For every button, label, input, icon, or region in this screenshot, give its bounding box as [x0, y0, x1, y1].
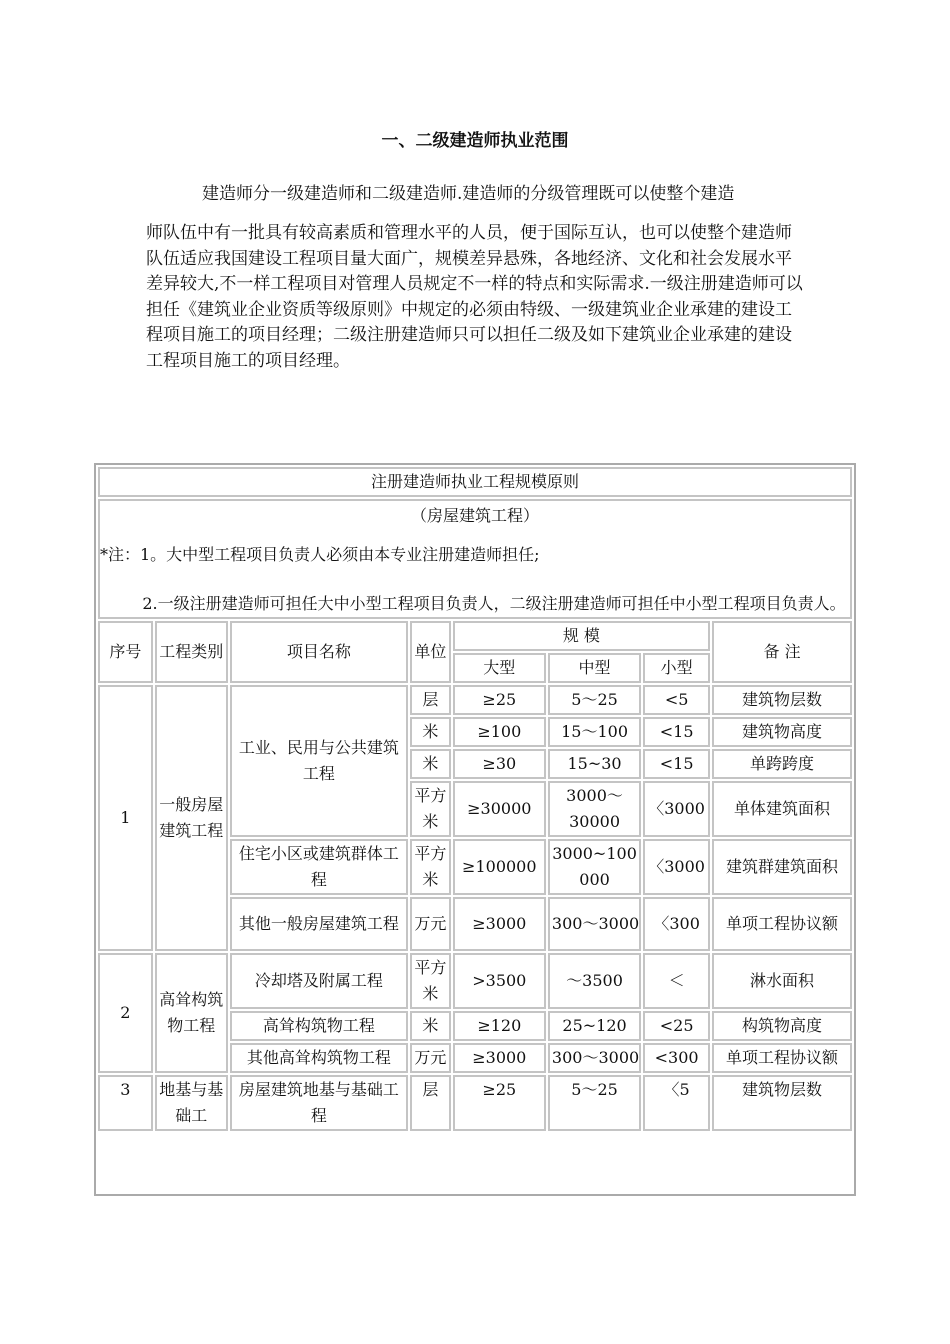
row-medium: 3000~100000 — [548, 839, 641, 895]
row-unit: 平方米 — [410, 781, 451, 837]
row-remark: 单项工程协议额 — [712, 1043, 852, 1073]
paragraph-text: 师队伍中有一批具有较高素质和管理水平的人员，便于国际互认，也可以使整个建造师队伍适应我国建设工程项目量大面广，规模差异悬殊，各地经济、文化和社会发展水平差异较大,不一样工程项目对管理人员规定不一样的特点和实际需求.一级注册建造师可以担任《建筑业企业资质等级原则》中规定的必须由特级、一级建筑业企业承建的建设工程项目施工的项目经理；二级注册建造师只可以担任二级及如下建筑业企业承建的建设工程项目施工的项目经理。 — [146, 223, 803, 371]
table-row — [98, 1075, 852, 1131]
row-large: >3500 — [453, 953, 546, 1009]
header-remark: 备 注 — [712, 621, 852, 683]
row-project: 其他高耸构筑物工程 — [230, 1043, 408, 1073]
row-large: ≥25 — [453, 685, 546, 715]
page-heading: 一、二级建造师执业范围 — [381, 131, 569, 151]
row-small: <300 — [643, 1043, 710, 1073]
row-medium: 15～100 — [548, 717, 641, 747]
row-large: ≥100 — [453, 717, 546, 747]
row-remark: 建筑物层数 — [712, 1075, 852, 1131]
row-small: 〈3000 — [643, 839, 710, 895]
row-unit: 平方米 — [410, 953, 451, 1009]
table-row — [98, 685, 852, 715]
scale-standard-table — [94, 463, 856, 1196]
row-large: ≥100000 — [453, 839, 546, 895]
row-project: 房屋建筑地基与基础工程 — [230, 1075, 408, 1131]
row-remark: 构筑物高度 — [712, 1011, 852, 1041]
header-medium: 中型 — [548, 653, 641, 683]
table-note-1: *注：1。大中型工程项目负责人必须由本专业注册建造师担任; — [100, 545, 540, 564]
row-unit: 层 — [410, 1075, 451, 1131]
table-subtitle: （房屋建筑工程） — [410, 506, 539, 525]
row-small: 〈5 — [643, 1075, 710, 1131]
row-large: ≥25 — [453, 1075, 546, 1131]
row-category: 高耸构筑物工程 — [155, 953, 228, 1073]
header-scale: 规 模 — [453, 621, 710, 651]
row-project: 住宅小区或建筑群体工程 — [230, 839, 408, 895]
row-large: ≥3000 — [453, 1043, 546, 1073]
row-small: 〈3000 — [643, 781, 710, 837]
row-large: ≥120 — [453, 1011, 546, 1041]
row-remark: 建筑群建筑面积 — [712, 839, 852, 895]
row-unit: 米 — [410, 1011, 451, 1041]
row-medium: 3000～30000 — [548, 781, 641, 837]
row-medium: 300～3000 — [548, 1043, 641, 1073]
row-unit: 平方米 — [410, 839, 451, 895]
header-large: 大型 — [453, 653, 546, 683]
intro-paragraph — [146, 221, 806, 375]
row-category: 地基与基础工 — [155, 1075, 228, 1131]
row-seq: 1 — [98, 685, 153, 951]
row-small: <15 — [643, 717, 710, 747]
row-remark: 单体建筑面积 — [712, 781, 852, 837]
row-remark: 单跨跨度 — [712, 749, 852, 779]
row-seq: 3 — [98, 1075, 153, 1131]
row-category: 一般房屋建筑工程 — [155, 685, 228, 951]
row-small: <5 — [643, 685, 710, 715]
row-small: <15 — [643, 749, 710, 779]
row-small: 〈300 — [643, 897, 710, 951]
row-medium: 5～25 — [548, 685, 641, 715]
row-project: 冷却塔及附属工程 — [230, 953, 408, 1009]
row-remark: 淋水面积 — [712, 953, 852, 1009]
row-remark: 建筑物高度 — [712, 717, 852, 747]
row-medium: 5～25 — [548, 1075, 641, 1131]
header-seq: 序号 — [98, 621, 153, 683]
header-category: 工程类别 — [155, 621, 228, 683]
row-project: 工业、民用与公共建筑工程 — [230, 685, 408, 837]
table-notes-cell — [98, 499, 852, 619]
header-small: 小型 — [643, 653, 710, 683]
row-unit: 万元 — [410, 897, 451, 951]
paragraph-text: 建造师分一级建造师和二级建造师.建造师的分级管理既可以使整个建造 — [202, 184, 735, 204]
row-large: ≥30000 — [453, 781, 546, 837]
row-small: <25 — [643, 1011, 710, 1041]
row-project: 其他一般房屋建筑工程 — [230, 897, 408, 951]
table-note-2: 2.一级注册建造师可担任大中小型工程项目负责人，二级注册建造师可担任中小型工程项目负责人。 — [142, 594, 846, 613]
row-unit: 米 — [410, 749, 451, 779]
table-title: 注册建造师执业工程规模原则 — [98, 467, 852, 497]
row-medium: 15~30 — [548, 749, 641, 779]
row-small: ＜ — [643, 953, 710, 1009]
row-medium: 25~120 — [548, 1011, 641, 1041]
intro-paragraph-first-line — [146, 182, 806, 208]
row-large: ≥30 — [453, 749, 546, 779]
row-remark: 单项工程协议额 — [712, 897, 852, 951]
row-medium: ～3500 — [548, 953, 641, 1009]
header-project: 项目名称 — [230, 621, 408, 683]
table-row — [98, 953, 852, 1009]
row-large: ≥3000 — [453, 897, 546, 951]
row-seq: 2 — [98, 953, 153, 1073]
row-project: 高耸构筑物工程 — [230, 1011, 408, 1041]
row-unit: 米 — [410, 717, 451, 747]
header-unit: 单位 — [410, 621, 451, 683]
row-unit: 万元 — [410, 1043, 451, 1073]
row-remark: 建筑物层数 — [712, 685, 852, 715]
row-unit: 层 — [410, 685, 451, 715]
row-medium: 300～3000 — [548, 897, 641, 951]
